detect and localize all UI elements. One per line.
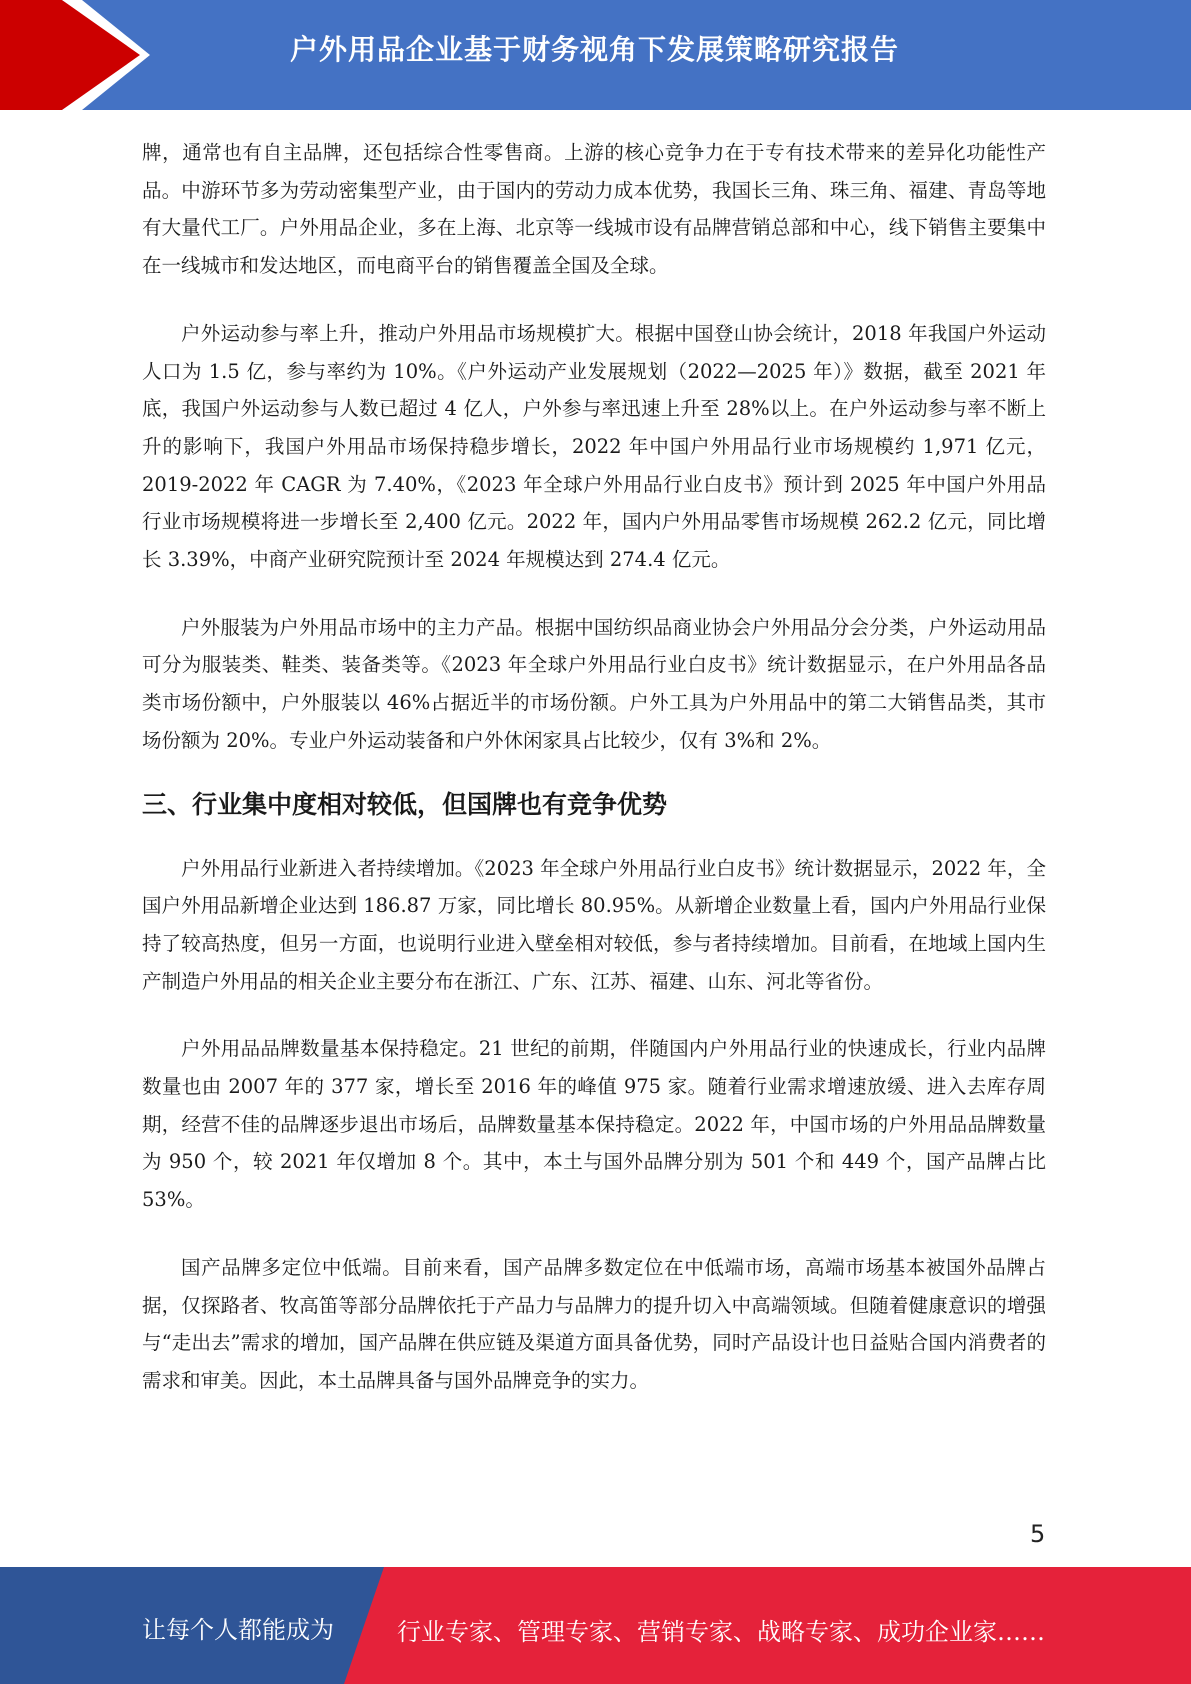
paragraph-brand-count: 户外用品品牌数量基本保持稳定。21 世纪的前期，伴随国内户外用品行业的快速成长，行业内品牌数量也由 2007 年的 377 家，增长至 2016 年的峰值 975 家。随着行业需求增速放缓、进入去库存周期，经营不佳的品牌逐步退出市场后，品牌数量基本保持稳定。2022 年，中国市场的户外用品品牌数量为 950 个，较 2021 年仅增加 8 个。其中，本土与国外品牌分别为 501 个和 449 个，国产品牌占比 53%。 (142, 1037, 1046, 1212)
paragraph-industry-chain: 牌，通常也有自主品牌，还包括综合性零售商。上游的核心竞争力在于专有技术带来的差异化功能性产品。中游环节多为劳动密集型产业，由于国内的劳动力成本优势，我国长三角、珠三角、福建、青岛等地有大量代工厂。户外用品企业，多在上海、北京等一线城市设有品牌营销总部和中心，线下销售主要集中在一线城市和发达地区，而电商平台的销售覆盖全国及全球。 (142, 141, 1046, 278)
footer-slogan-right: 行业专家、管理专家、营销专家、战略专家、成功企业家…… (397, 1618, 1045, 1646)
page-content (142, 134, 1046, 1400)
section-heading: 三、行业集中度相对较低，但国牌也有竞争优势 (142, 789, 668, 819)
paragraph-participation-rate: 户外运动参与率上升，推动户外用品市场规模扩大。根据中国登山协会统计，2018 年我国户外运动人口为 1.5 亿，参与率约为 10%。《户外运动产业发展规划（2022—2025 年）》数据，截至 2021 年底，我国户外运动参与人数已超过 4 亿人，户外参与率迅速上升至 28%以上。在户外运动参与率不断上升的影响下，我国户外用品市场保持稳步增长，2022 年中国户外用品行业市场规模约 1,971 亿元，2019-2022 年 CAGR 为 7.40%，《2023 年全球户外用品行业白皮书》预计到 2025 年中国户外用品行业市场规模将进一步增长至 2,400 亿元。2022 年，国内户外用品零售市场规模 262.2 亿元，同比增长 3.39%，中商产业研究院预计至 2024 年规模达到 274.4 亿元。 (142, 321, 1046, 572)
page-footer (0, 1567, 1191, 1684)
paragraph-domestic-positioning: 国产品牌多定位中低端。目前来看，国产品牌多数定位在中低端市场，高端市场基本被国外品牌占据，仅探路者、牧高笛等部分品牌依托于产品力与品牌力的提升切入中高端领域。但随着健康意识的增强与“走出去”需求的增加，国产品牌在供应链及渠道方面具备优势，同时产品设计也日益贴合国内消费者的需求和审美。因此，本土品牌具备与国外品牌竞争的实力。 (142, 1255, 1046, 1392)
paragraph-apparel-share: 户外服装为户外用品市场中的主力产品。根据中国纺织品商业协会户外用品分会分类，户外运动用品可分为服装类、鞋类、装备类等。《2023 年全球户外用品行业白皮书》统计数据显示，在户外用品各品类市场份额中，户外服装以 46%占据近半的市场份额。户外工具为户外用品中的第二大销售品类，其市场份额为 20%。专业户外运动装备和户外休闲家具占比较少，仅有 3%和 2%。 (142, 615, 1046, 752)
page-number: 5 (1030, 1520, 1046, 1548)
paragraph-new-entrants: 户外用品行业新进入者持续增加。《2023 年全球户外用品行业白皮书》统计数据显示，2022 年，全国户外用品新增企业达到 186.87 万家，同比增长 80.95%。从新增企业数量上看，国内户外用品行业保持了较高热度，但另一方面，也说明行业进入壁垒相对较低，参与者持续增加。目前看，在地域上国内生产制造户外用品的相关企业主要分布在浙江、广东、江苏、福建、山东、河北等省份。 (142, 856, 1046, 993)
footer-slogan-left: 让每个人都能成为 (142, 1616, 334, 1644)
header-title: 户外用品企业基于财务视角下发展策略研究报告 (290, 33, 900, 66)
page-header (0, 0, 1191, 110)
